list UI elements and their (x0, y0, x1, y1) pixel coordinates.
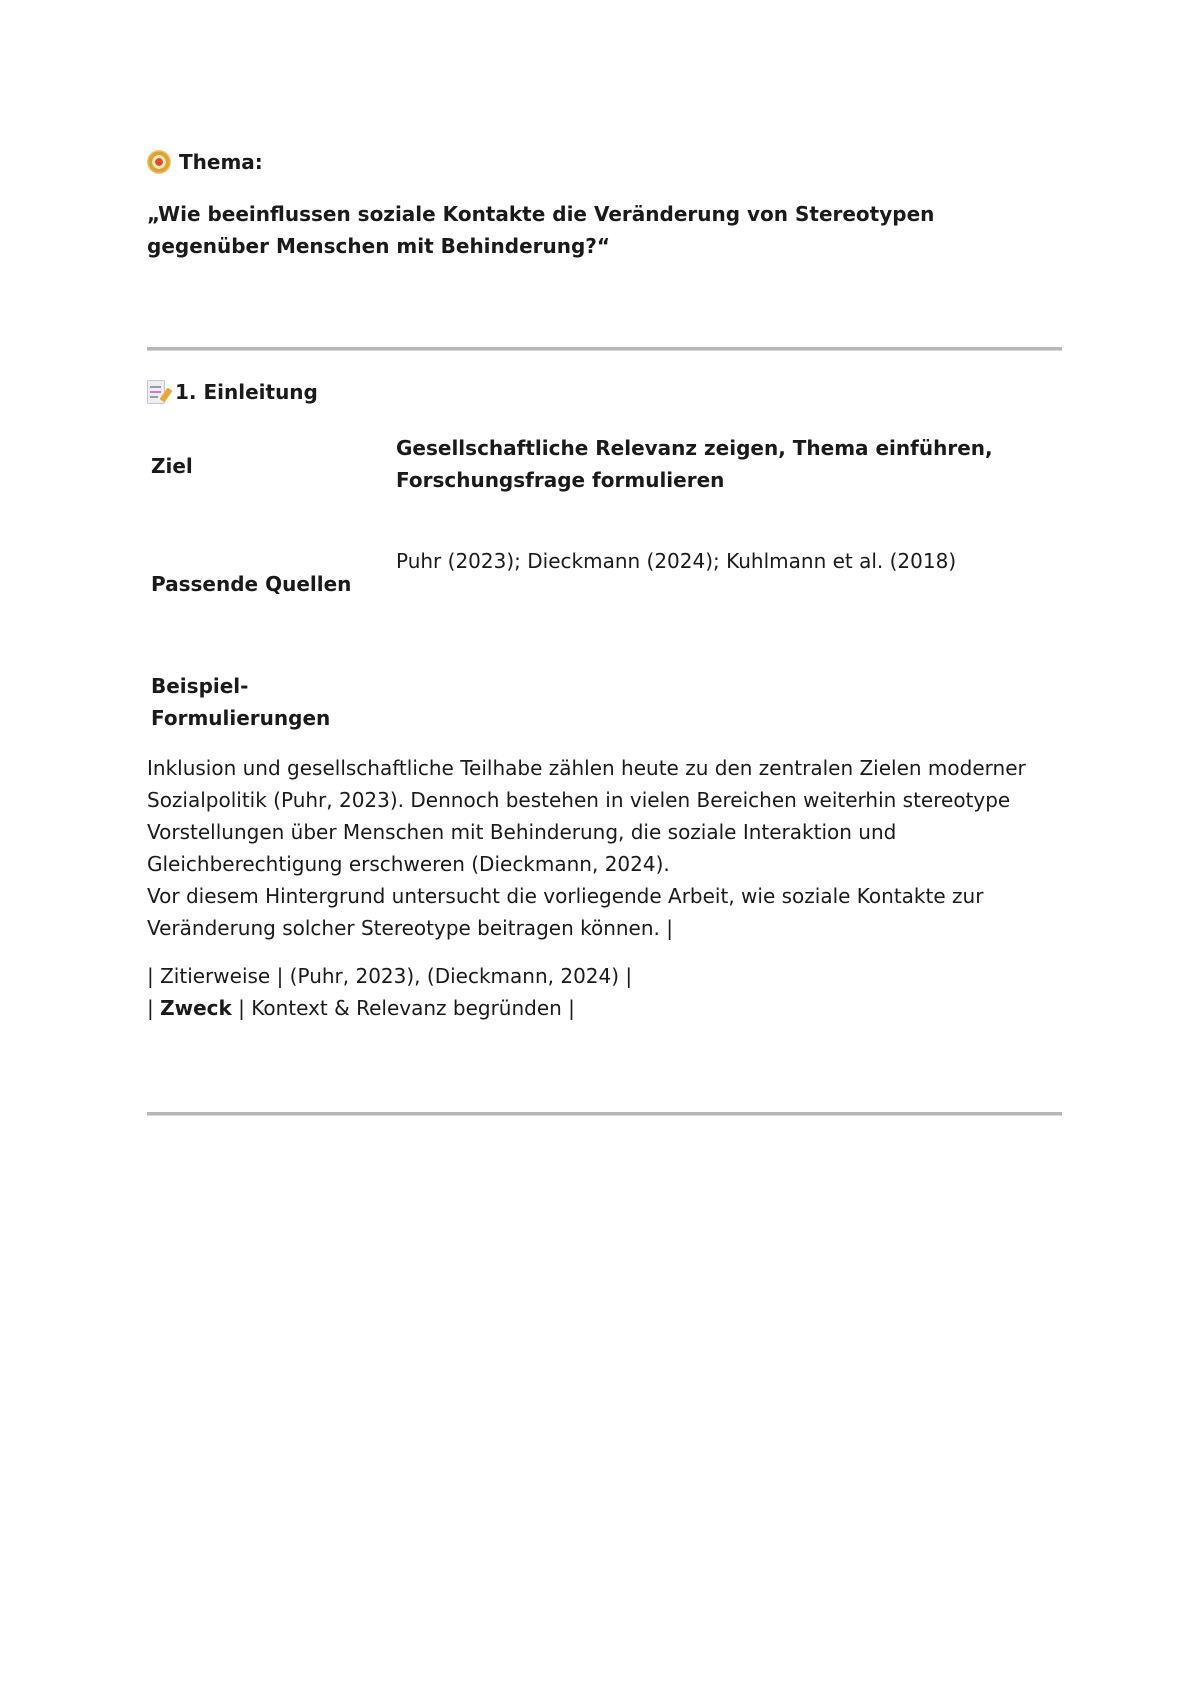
purpose-text: | Kontext & Relevanz begründen | (231, 996, 575, 1020)
divider (147, 1112, 1062, 1116)
table-remnant (147, 960, 1062, 1024)
row-label-beispiel: Beispiel-Formulierungen (151, 674, 331, 730)
row-value-ziel: Gesellschaftliche Relevanz zeigen, Thema einführen, Forschungsfrage formulieren (396, 436, 993, 492)
row-label-quellen: Passende Quellen (151, 572, 352, 596)
topic-heading (147, 150, 263, 174)
section-heading (147, 380, 318, 404)
research-question: „Wie beeinflussen soziale Kontakte die Veränderung von Stereotypen gegenüber Menschen mit Behinderung?“ (147, 202, 935, 258)
section-title: 1. Einleitung (175, 380, 318, 404)
document-pencil-icon (147, 380, 167, 404)
divider (147, 347, 1062, 351)
topic-label: Thema: (179, 150, 263, 174)
row-value-quellen: Puhr (2023); Dieckmann (2024); Kuhlmann et al. (2018) (396, 549, 957, 573)
target-icon (147, 150, 171, 174)
purpose-line (147, 992, 1062, 1024)
example-paragraph (147, 752, 1062, 944)
example-paragraph-text-2: Vor diesem Hintergrund untersucht die vorliegende Arbeit, wie soziale Kontakte zur Veränderung solcher Stereotype beitragen können. | (147, 884, 984, 940)
row-label-ziel: Ziel (151, 454, 193, 478)
citation-line: | Zitierweise | (Puhr, 2023), (Dieckmann, 2024) | (147, 964, 633, 988)
purpose-label: Zweck (160, 996, 232, 1020)
example-paragraph-text: Inklusion und gesellschaftliche Teilhabe zählen heute zu den zentralen Zielen moderner Sozialpolitik (Puhr, 2023). Dennoch bestehen in vielen Bereichen weiterhin stereotype Vorstellungen über Menschen mit Behinderung, die soziale Interaktion und Gleichberechtigung erschweren (Dieckmann, 2024). (147, 756, 1026, 876)
purpose-prefix: | (147, 996, 161, 1020)
